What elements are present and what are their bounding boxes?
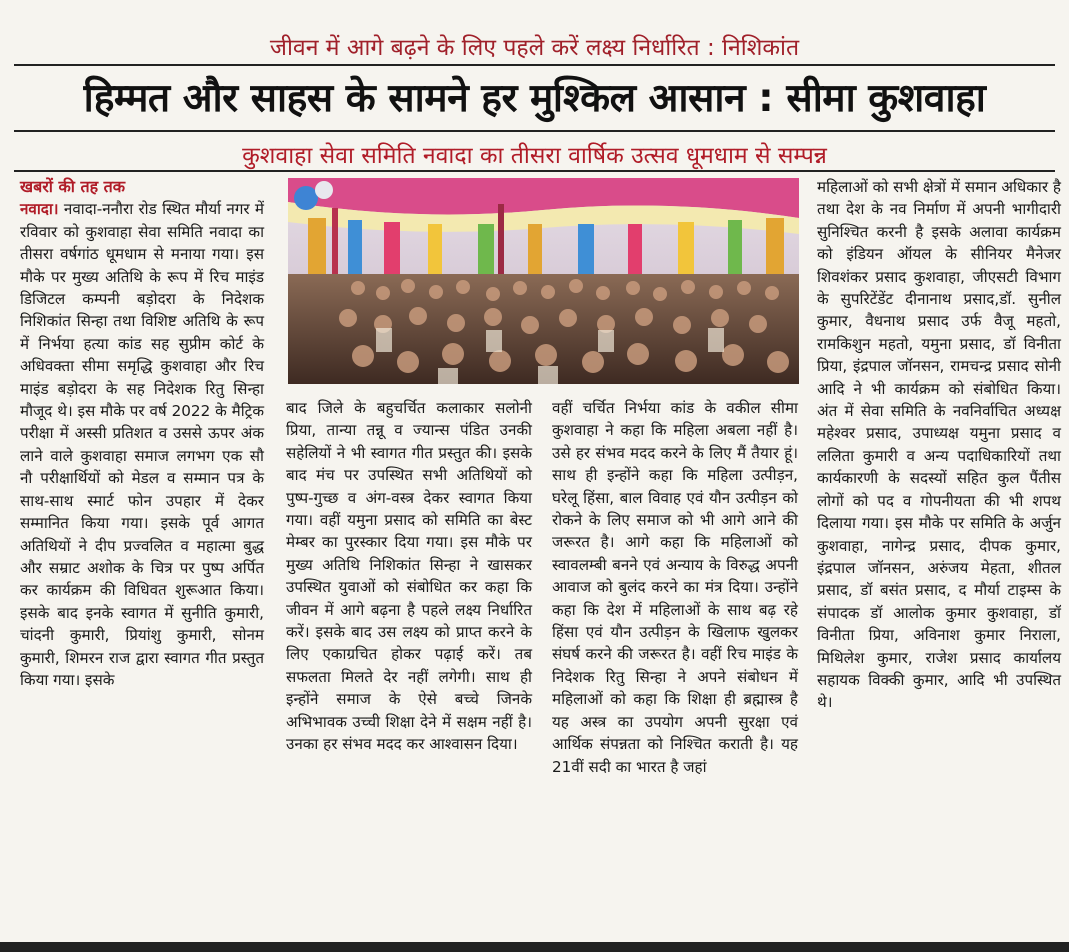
article-column-2 bbox=[286, 397, 532, 756]
dateline: नवादा। bbox=[20, 200, 59, 219]
article-column-4 bbox=[817, 176, 1061, 714]
divider bbox=[14, 130, 1055, 132]
section-label: खबरों की तह तक bbox=[20, 177, 126, 196]
crowd-photo-illustration bbox=[288, 178, 799, 384]
column-1-text: नवादा-ननौरा रोड स्थित मौर्या नगर में रविवार को कुशवाहा सेवा समिति नवादा का तीसरा वर्षगांठ धूमधाम से मनाया गया। इस मौके पर मुख्य अतिथि के रूप में रिच माइंड डिजिटल कम्पनी बड़ोदरा के निदेशक निशिकांत सिन्हा तथा विशिष्ट अतिथि के रूप में निर्भया हत्या कांड सह सुप्रीम कोर्ट के अधिवक्ता सीमा समृद्धि कुशवाहा और रिच माइंड बड़ोदरा के सह निदेशक रितु सिन्हा मौजूद थे। इस मौके पर वर्ष 2022 के मैट्रिक परीक्षा में अस्सी प्रतिशत व उससे ऊपर अंक लाने वाले कुशवाहा समाज लगभग एक सौ नौ परीक्षार्थियों को मेडल व सम्मान पत्र के साथ-साथ स्मार्ट फोन उपहार में देकर सम्मानित किया गया। इसके पूर्व आगत अतिथियों ने दीप प्रज्वलित व महात्मा बुद्ध और सम्राट अशोक के चित्र पर पुष्प अर्पित कर कार्यक्रम की विधिवत शुरूआत किया। इसके बाद इनके स्वागत में सुनीति कुमारी, चांदनी कुमारी, प्रियांशु कुमारी, सोनम कुमारी, शिमरन राज द्वारा स्वागत गीत प्रस्तुत किया गया। इसके bbox=[20, 200, 265, 689]
divider bbox=[14, 170, 1055, 172]
column-2-text: बाद जिले के बहुचर्चित कलाकार सलोनी प्रिया, तान्या तन्नू व ज्यान्स पंडित उनकी सहेलियों ने भी स्वागत गीत प्रस्तुत की। इसके बाद मंच पर उपस्थित सभी अतिथियों को पुष्प-गुच्छ व अंग-वस्त्र देकर स्वागत किया गया। वहीं यमुना प्रसाद को समिति का बेस्ट मेम्बर का पुरस्कार दिया गया। इस मौके पर मुख्य अतिथि निशिकांत सिन्हा ने खासकर उपस्थित युवाओं को संबोधित कर कहा कि जीवन में आगे बढ़ना है पहले लक्ष्य निर्धारित करें। इसके बाद उस लक्ष्य को प्राप्त करने के लिए एकाग्रचित होकर पढ़ाई करें। तब सफलता मिलते देर नहीं लगेगी। साथ ही इन्होंने समाज के ऐसे बच्चे जिनके अभिभावक उच्ची शिक्षा देने में सक्षम नहीं है। उनका हर संभव मदद कर आश्वासन दिया। bbox=[286, 399, 532, 754]
bottom-border bbox=[0, 942, 1069, 952]
column-3-text: वहीं चर्चित निर्भया कांड के वकील सीमा कुशवाहा ने कहा कि महिला अबला नहीं है। उसे हर संभव मदद करने के लिए मैं तैयार हूं। साथ ही इन्होंने कहा कि महिला उत्पीड़न, घरेलू हिंसा, बाल विवाह एवं यौन उत्पीड़न को रोकने के लिए समाज को भी आगे आने की जरूरत है। आगे कहा कि महिलाओं को स्वावलम्बी बनने एवं अन्याय के विरुद्ध अपनी आवाज को बुलंद करने का मंत्र दिया। उन्होंने कहा कि देश में महिलाओं के साथ बढ़ रहे हिंसा एवं यौन उत्पीड़न के खिलाफ खुलकर संघर्ष करने की जरूरत है। वहीं रिच माइंड के निदेशक रितु सिन्हा ने अपने संबोधन में महिलाओं को कहा कि शिक्षा ही ब्रह्मास्त्र है यह अस्त्र का उपयोग अपनी सुरक्षा एवं आर्थिक संपन्नता को निश्चित कराती है। यह 21वीं सदी का भारत है जहां bbox=[552, 399, 798, 776]
event-photo bbox=[288, 178, 799, 384]
article-column-3 bbox=[552, 397, 798, 778]
article-column-1 bbox=[20, 176, 264, 691]
kicker-headline: जीवन में आगे बढ़ने के लिए पहले करें लक्ष्य निर्धारित : निशिकांत bbox=[269, 35, 800, 61]
main-headline: हिम्मत और साहस के सामने हर मुश्किल आसान : सीमा कुशवाहा bbox=[83, 76, 986, 121]
column-text bbox=[20, 198, 264, 691]
column-4-text: महिलाओं को सभी क्षेत्रों में समान अधिकार है तथा देश के नव निर्माण में अपनी भागीदारी सुनिश्चित करनी है इसके अलावा कार्यक्रम को इंडियन ऑयल के सीनियर मैनेजर शिवशंकर प्रसाद कुशवाहा, जीएसटी विभाग के सुपरिटेंडेंट दीनानाथ प्रसाद,डॉ. सुनील कुमार, वैधनाथ प्रसाद उर्फ वैजू महतो, रामकिशुन महतो, यमुना प्रसाद, डॉ विनीता प्रिया, इंद्रपाल जॉनसन, रामचन्द्र प्रसाद सोनी आदि ने भी कार्यक्रम को संबोधित किया। अंत में सेवा समिति के नवनिर्वाचित अध्यक्ष महेश्वर प्रसाद, उपाध्यक्ष यमुना प्रसाद व ललिता कुमारी व अन्य पदाधिकारियों तथा कार्यकारणी के सदस्यों सहित कुल पैंतीस लोगों को पद व गोपनीयता की भी शपथ दिलाया गया। इस मौके पर समिति के अर्जुन कुशवाहा, नागेन्द्र प्रसाद, दीपक कुमार, इंद्रपाल जॉनसन, अरुंजय मेहता, शीतल प्रसाद, डॉ बसंत प्रसाद, द मौर्या टाइम्स के संपादक डॉ आलोक कुमार कुशवाहा, डॉ विनीता प्रिया, अविनाश कुमार निराला, मिथिलेश कुमार, राजेश प्रसाद कार्यालय सहायक विक्की कुमार, आदि भी उपस्थित थे। bbox=[817, 178, 1061, 712]
divider bbox=[14, 64, 1055, 66]
sub-headline: कुशवाहा सेवा समिति नवादा का तीसरा वार्षिक उत्सव धूमधाम से सम्पन्न bbox=[242, 143, 827, 169]
